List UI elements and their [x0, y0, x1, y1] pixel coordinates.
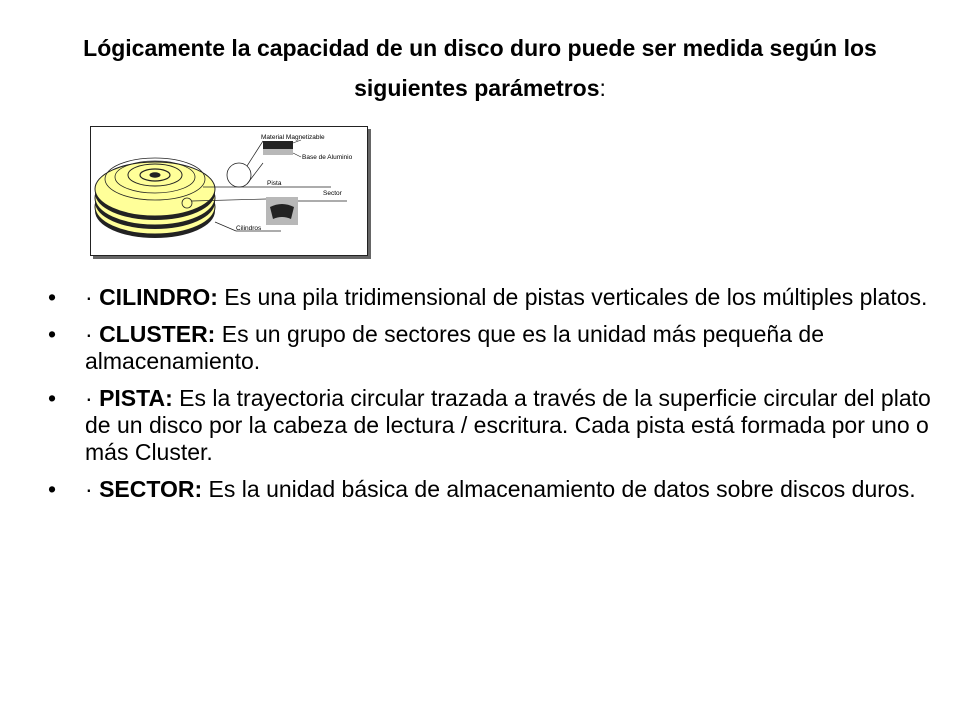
item-prefix: · — [85, 321, 100, 347]
item-prefix: · — [85, 476, 100, 502]
label-material: Material Magnetizable — [261, 134, 325, 141]
item-text: Es un grupo de sectores que es la unidad más pequeña de almacenamiento. — [85, 321, 824, 374]
list-item — [48, 476, 938, 503]
item-prefix: · — [85, 284, 100, 310]
bullet-dot-icon: • — [48, 321, 57, 347]
item-term: CLUSTER: — [99, 321, 216, 347]
item-term: CILINDRO: — [99, 284, 218, 310]
item-prefix: · — [85, 385, 100, 411]
item-term: PISTA: — [99, 385, 173, 411]
slide-title — [60, 28, 900, 108]
bullet-dot-icon: • — [48, 284, 57, 310]
sector-sample — [266, 197, 298, 225]
label-pista: Pista — [267, 180, 282, 187]
bullet-dot-icon: • — [48, 476, 57, 502]
label-cilindros: Cilindros — [236, 225, 262, 232]
hard-disk-diagram — [90, 126, 368, 256]
hard-disk-diagram-svg — [91, 127, 367, 255]
list-item — [48, 284, 938, 311]
item-text: Es la trayectoria circular trazada a través de la superficie circular del plato de un disco por la cabeza de lectura / escritura. Cada pista está formada por uno o más Cluster. — [85, 385, 931, 465]
list-item — [48, 385, 938, 466]
list-item — [48, 321, 938, 375]
definitions-list — [48, 284, 938, 513]
label-base: Base de Aluminio — [302, 154, 353, 161]
label-sector: Sector — [323, 190, 342, 197]
bullet-dot-icon: • — [48, 385, 57, 411]
title-main: Lógicamente la capacidad de un disco duro puede ser medida según los siguientes parámetros — [83, 35, 877, 101]
title-colon: : — [599, 75, 606, 101]
layer-sample — [263, 140, 301, 157]
item-text: Es una pila tridimensional de pistas verticales de los múltiples platos. — [217, 284, 928, 310]
item-text: Es la unidad básica de almacenamiento de datos sobre discos duros. — [202, 476, 916, 502]
item-term: SECTOR: — [99, 476, 203, 502]
